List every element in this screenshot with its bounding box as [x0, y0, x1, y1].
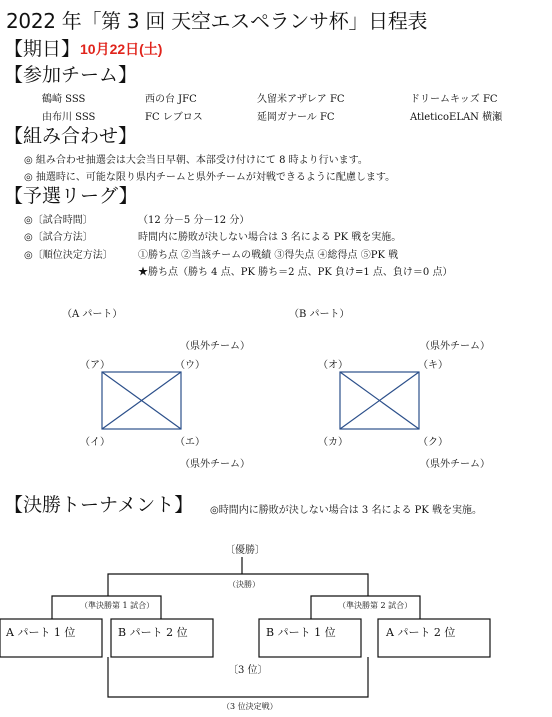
group-b-corner: （ク） — [418, 437, 448, 448]
group-a-corner: （ウ） — [175, 360, 205, 371]
champion-label: 〔優勝〕 — [225, 545, 265, 556]
group-b-outside-top: （県外チーム） — [420, 341, 490, 352]
group-b-outside-bottom: （県外チーム） — [420, 459, 490, 470]
league-heading: 【予選リーグ】 — [4, 185, 138, 207]
group-a-title: （A パート） — [62, 309, 123, 320]
final-heading: 【決勝トーナメント】 — [4, 494, 194, 516]
third-place-match-label: （3 位決定戦） — [222, 702, 278, 711]
league-value-time: （12 分－5 分－12 分） — [138, 215, 250, 226]
semi2-label: （準決勝第 2 試合） — [338, 601, 413, 610]
pairing-heading: 【組み合わせ】 — [4, 125, 138, 147]
team-name: ドリームキッズ FC — [410, 94, 498, 105]
final-note: ◎時間内に勝敗が決しない場合は 3 名による PK 戦を実施。 — [210, 505, 483, 516]
group-a-outside-bottom: （県外チーム） — [180, 459, 250, 470]
semi1-label: （準決勝第 1 試合） — [80, 601, 155, 610]
event-date: 10月22日(土) — [80, 41, 163, 57]
bracket-slot-a1: A パート 1 位 — [6, 626, 76, 639]
group-b-title: （B パート） — [289, 309, 350, 320]
team-name: 久留米アザレア FC — [257, 94, 345, 105]
final-match-label: （決勝） — [228, 580, 260, 589]
pairing-note: ◎ 組み合わせ抽選会は大会当日早朝、本部受け付けにて 8 時より行います。 — [24, 155, 368, 166]
league-label-ranking: ◎〔順位決定方法〕 — [24, 250, 113, 261]
group-b-corner: （キ） — [418, 360, 448, 371]
league-points: ★勝ち点（勝ち 4 点、PK 勝ち＝2 点、PK 負け=1 点、負け＝0 点） — [138, 267, 453, 278]
pairing-note: ◎ 抽選時に、可能な限り県内チームと県外チームが対戦できるように配慮します。 — [24, 172, 396, 183]
teams-heading: 【参加チーム】 — [4, 64, 138, 86]
team-name: FC レブロス — [145, 112, 203, 123]
third-place-label: 〔3 位〕 — [228, 665, 268, 676]
group-a-corner: （ア） — [80, 360, 110, 371]
bracket-slot-a2: A パート 2 位 — [386, 626, 456, 639]
team-name: 鶴崎 SSS — [42, 94, 86, 105]
league-value-method: 時間内に勝敗が決しない場合は 3 名による PK 戦を実施。 — [138, 232, 402, 243]
team-name: 西の台 JFC — [145, 94, 197, 105]
league-label-time: ◎〔試合時間〕 — [24, 215, 93, 226]
bracket-slot-b2: B パート 2 位 — [118, 626, 188, 639]
bracket-slot-b1: B パート 1 位 — [266, 626, 336, 639]
group-a-corner: （エ） — [175, 437, 205, 448]
group-a-corner: （イ） — [80, 437, 110, 448]
period-heading: 【期日】 — [4, 38, 81, 60]
team-name: 延岡ガナール FC — [257, 112, 335, 123]
group-b-corner: （オ） — [318, 360, 348, 371]
team-name: 由布川 SSS — [42, 112, 96, 123]
league-label-method: ◎〔試合方法〕 — [24, 232, 93, 243]
team-name: AtleticoELAN 横瀬 — [410, 112, 503, 123]
page-title: 2022 年「第 3 回 天空エスペランサ杯」日程表 — [6, 9, 428, 33]
group-a-outside-top: （県外チーム） — [180, 341, 250, 352]
group-b-corner: （カ） — [318, 437, 348, 448]
league-value-ranking: ①勝ち点 ②当該チームの戦績 ③得失点 ④総得点 ⑤PK 戦 — [138, 250, 399, 261]
